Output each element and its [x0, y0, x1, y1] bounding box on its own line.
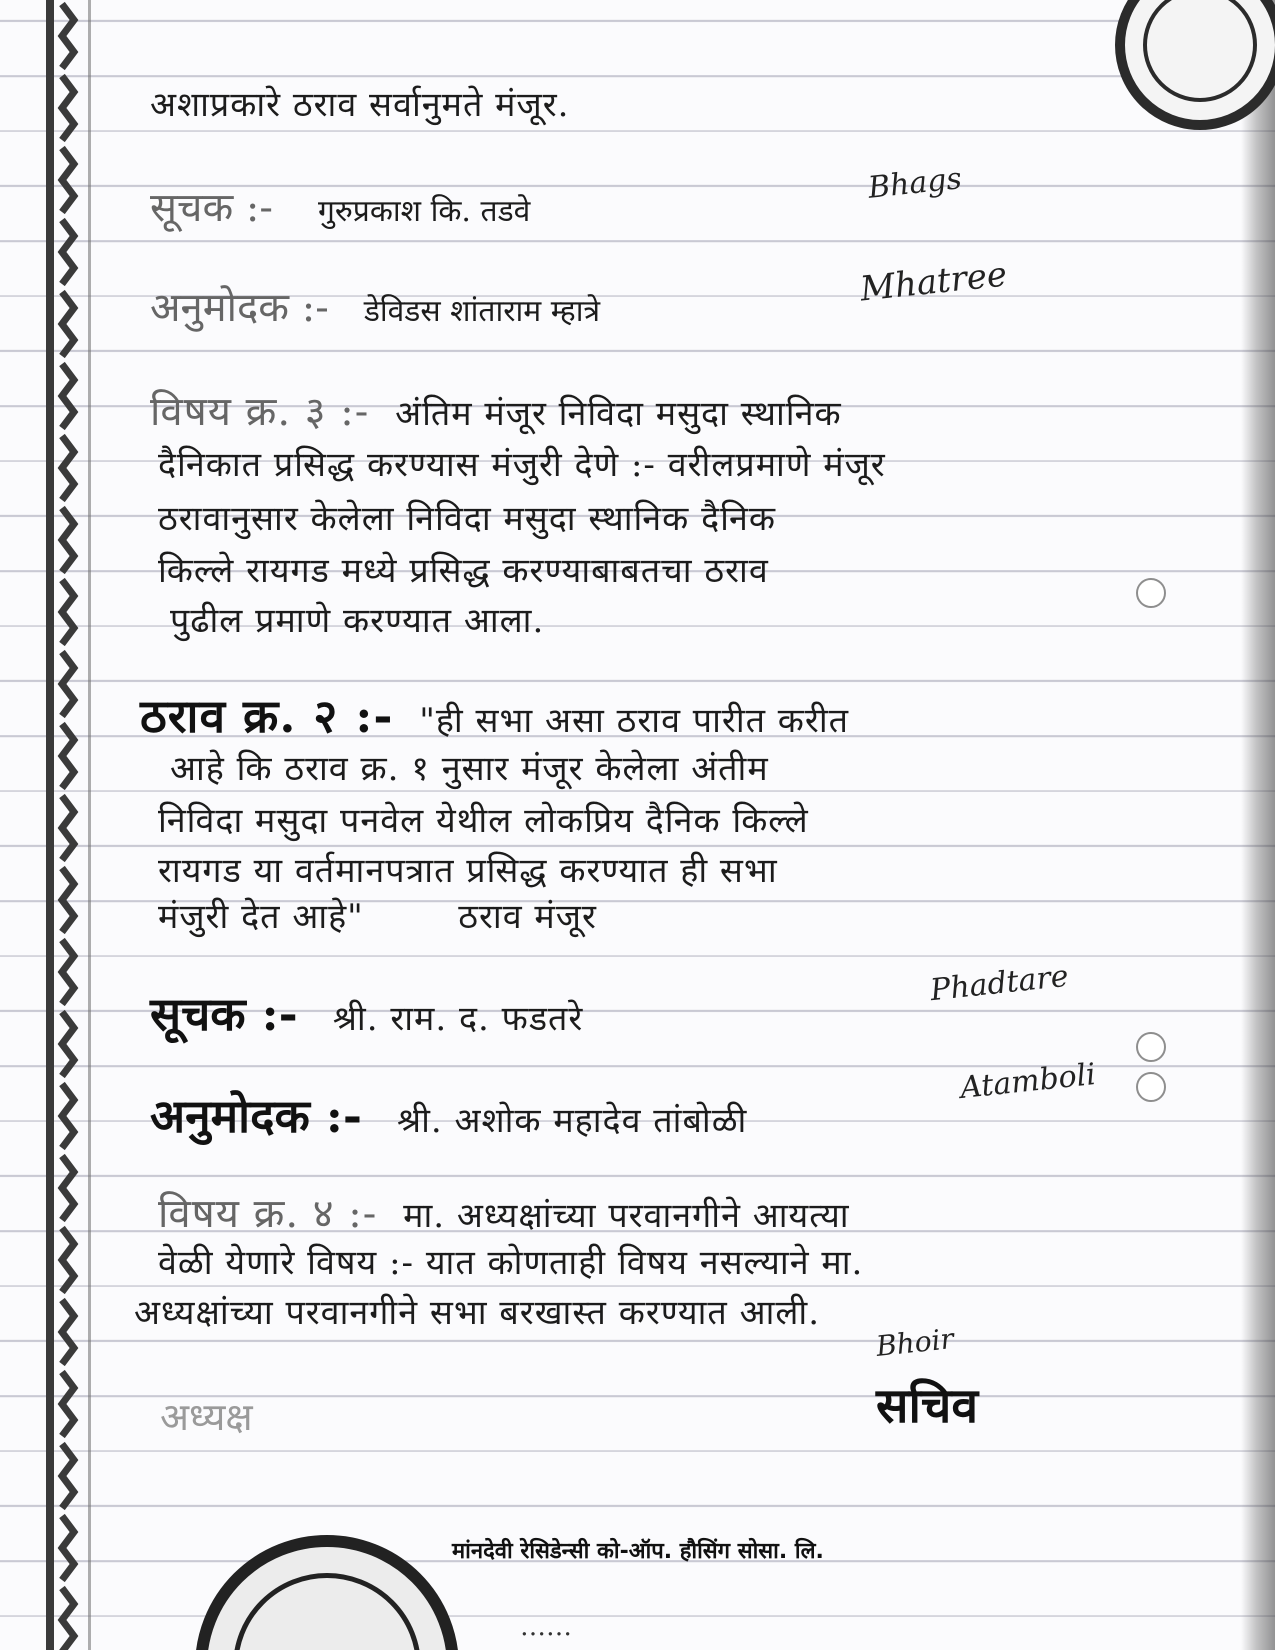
resolution-2-text: निविदा मसुदा पनवेल येथील लोकप्रिय दैनिक किल्ले — [158, 801, 809, 841]
subject-4-text: मा. अध्यक्षांच्या परवानगीने आयत्या — [403, 1196, 850, 1236]
secretary-label: सचिव — [876, 1378, 979, 1434]
scan-edge-shadow — [1241, 0, 1275, 1650]
proposer-name: गुरुप्रकाश कि. तडवे — [317, 194, 531, 229]
proposer-2-signature: Phadtare — [928, 958, 1071, 1009]
resolution-approved-line: अशाप्रकारे ठराव सर्वानुमते मंजूर. — [150, 85, 570, 125]
proposer-label: सूचक :- — [150, 185, 273, 231]
punch-hole — [1136, 1072, 1166, 1102]
secretary-signature: Bhoir — [874, 1322, 956, 1363]
resolution-2-text: मंजुरी देत आहे" ठराव मंजूर — [158, 897, 597, 937]
subject-3-label: विषय क्र. ३ :- — [150, 389, 370, 435]
seconder-name: श्री. अशोक महादेव तांबोळी — [397, 1101, 748, 1141]
seconder-label: अनुमोदक :- — [150, 1089, 362, 1143]
margin-rule — [88, 0, 91, 1650]
punch-hole — [1136, 578, 1166, 608]
resolution-2-first-line — [140, 684, 849, 746]
seconder-2-row — [150, 1084, 747, 1146]
society-name-stamp: मांनदेवी रेसिडेन्सी को-ऑप. हौसिंग सोसा. लि. — [452, 1539, 824, 1564]
resolution-2-label: ठराव क्र. २ :- — [140, 689, 394, 743]
society-seal-top — [1115, 0, 1275, 130]
subject-3-first-line — [150, 382, 842, 437]
punch-hole — [1136, 1032, 1166, 1062]
subject-4-text: अध्यक्षांच्या परवानगीने सभा बरखास्त करण्यात आली. — [134, 1293, 821, 1333]
seconder-name: डेविडस शांताराम म्हात्रे — [363, 294, 601, 329]
footer-handwriting: …… — [520, 1612, 572, 1642]
decorative-left-border — [40, 0, 80, 1650]
subject-3-text: पुढील प्रमाणे करण्यात आला. — [170, 601, 545, 641]
proposer-name: श्री. राम. द. फडतरे — [332, 999, 584, 1039]
subject-3-text: अंतिम मंजूर निविदा मसुदा स्थानिक — [395, 394, 842, 434]
subject-3-text: ठरावानुसार केलेला निविदा मसुदा स्थानिक दैनिक — [158, 499, 776, 539]
subject-4-label: विषय क्र. ४ :- — [158, 1191, 378, 1237]
seconder-1-signature: Mhatree — [858, 254, 1009, 310]
resolution-2-text: रायगड या वर्तमानपत्रात प्रसिद्ध करण्यात ही सभा — [158, 851, 778, 891]
proposer-1-signature: Bhags — [866, 161, 964, 206]
resolution-2-text: "ही सभा असा ठराव पारीत करीत — [419, 701, 850, 741]
resolution-2-text: आहे कि ठराव क्र. १ नुसार मंजूर केलेला अंतीम — [170, 749, 769, 789]
subject-4-first-line — [158, 1184, 850, 1239]
president-label: अध्यक्ष — [160, 1395, 253, 1439]
seconder-1-row — [150, 278, 600, 333]
subject-3-text: किल्ले रायगड मध्ये प्रसिद्ध करण्याबाबतचा ठराव — [158, 551, 769, 591]
subject-3-text: दैनिकात प्रसिद्ध करण्यास मंजुरी देणे :- वरीलप्रमाणे मंजूर — [158, 445, 886, 485]
seconder-label: अनुमोदक :- — [150, 285, 329, 331]
proposer-1-row — [150, 178, 530, 233]
proposer-label: सूचक :- — [150, 987, 298, 1041]
subject-4-text: वेळी येणारे विषय :- यात कोणताही विषय नसल्याने मा. — [158, 1243, 864, 1283]
proposer-2-row — [150, 982, 583, 1044]
seconder-2-signature: Atamboli — [958, 1056, 1098, 1107]
society-seal-bottom — [195, 1535, 459, 1650]
